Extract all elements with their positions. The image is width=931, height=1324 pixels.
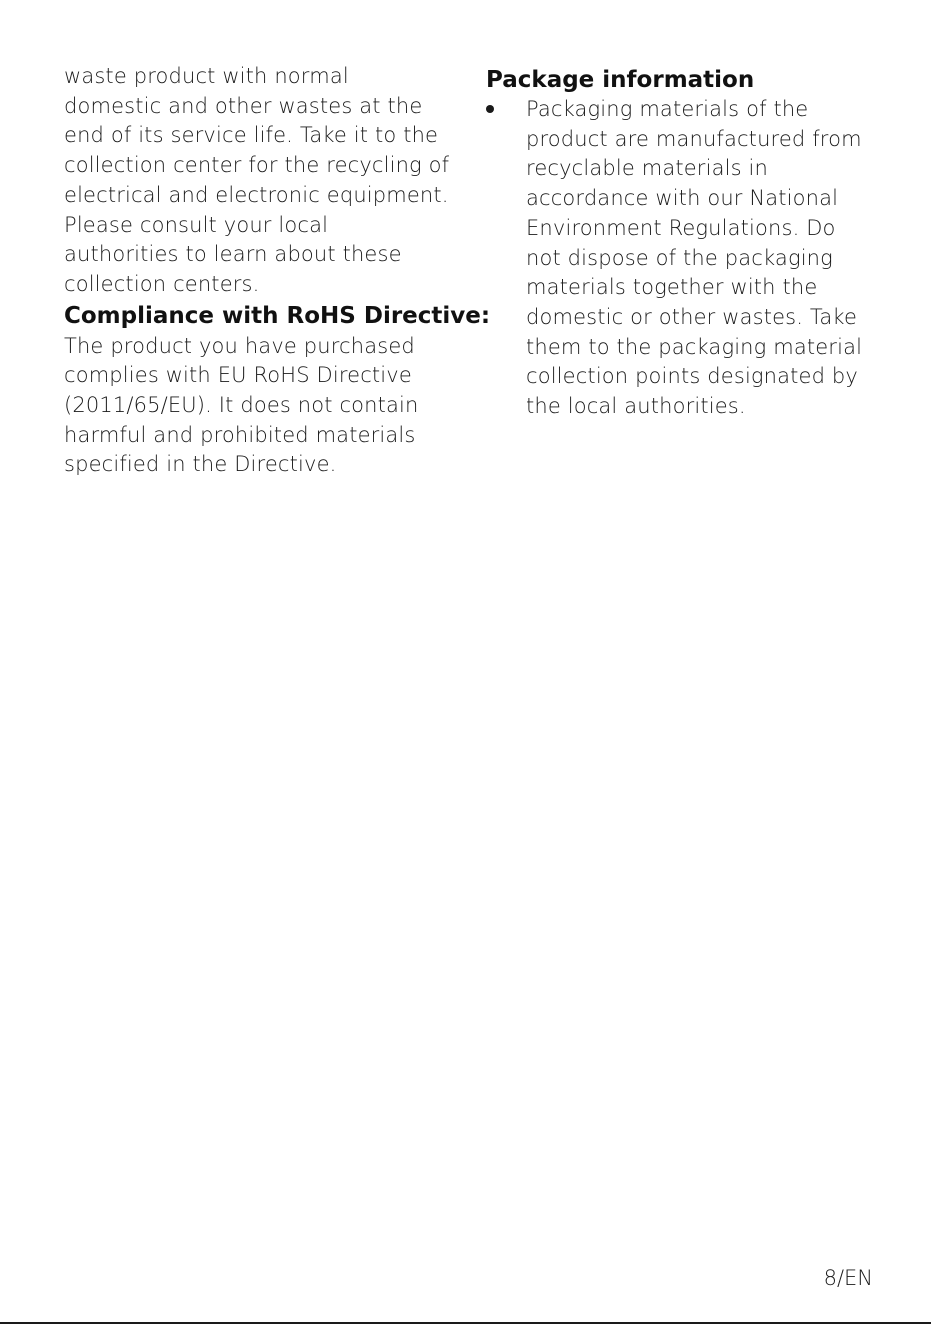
text-line: domestic or other wastes. Take xyxy=(526,304,858,329)
text-line: not dispose of the packaging xyxy=(526,245,833,270)
text-line: collection points designated by xyxy=(526,364,858,389)
disposal-paragraph xyxy=(64,62,469,300)
text-line: collection center for the recycling of xyxy=(64,153,450,178)
text-line: The product you have purchased xyxy=(64,333,415,358)
text-line: them to the packaging material xyxy=(526,334,863,359)
text-line: domestic and other wastes at the xyxy=(64,93,423,118)
package-bullet-item xyxy=(486,95,886,422)
rohs-heading: Compliance with RoHS Directive: xyxy=(64,302,491,329)
bullet-icon xyxy=(486,105,494,113)
page-number: 8/EN xyxy=(823,1266,873,1290)
text-line: product are manufactured from xyxy=(526,126,862,151)
text-line: waste product with normal xyxy=(64,64,349,88)
text-line: Packaging materials of the xyxy=(526,97,809,121)
rohs-paragraph xyxy=(64,332,469,481)
text-line: (2011/65/EU). It does not contain xyxy=(64,393,419,418)
text-line: specified in the Directive. xyxy=(64,452,337,477)
text-line: collection centers. xyxy=(64,271,260,296)
text-line: electrical and electronic equipment. xyxy=(64,182,449,207)
text-line: the local authorities. xyxy=(526,394,746,419)
text-line: end of its service life. Take it to the xyxy=(64,123,439,148)
text-line: harmful and prohibited materials xyxy=(64,422,416,447)
text-line: accordance with our National xyxy=(526,186,839,211)
text-line: authorities to learn about these xyxy=(64,242,402,267)
right-column xyxy=(486,62,886,422)
text-line: materials together with the xyxy=(526,275,818,300)
left-column xyxy=(64,62,491,480)
text-line: complies with EU RoHS Directive xyxy=(64,363,412,388)
text-line: recyclable materials in xyxy=(526,156,768,181)
text-line: Please consult your local xyxy=(64,212,329,237)
text-line: Environment Regulations. Do xyxy=(526,215,836,240)
package-info-heading: Package information xyxy=(486,67,755,93)
